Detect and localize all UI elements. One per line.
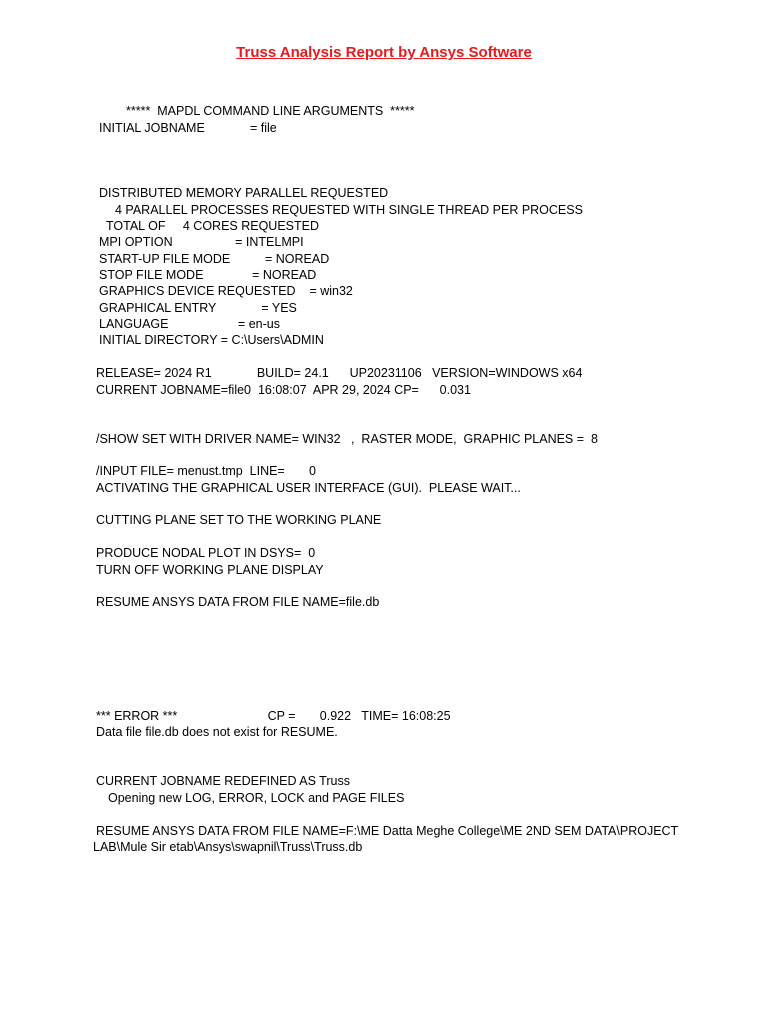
text-line: RESUME ANSYS DATA FROM FILE NAME=F:\ME Datta Meghe College\ME 2ND SEM DATA\PROJECT [96,824,679,838]
text-line: INITIAL JOBNAME = file [99,121,277,135]
text-line: START-UP FILE MODE = NOREAD [99,252,330,266]
text-line: TURN OFF WORKING PLANE DISPLAY [96,563,324,577]
text-line: ACTIVATING THE GRAPHICAL USER INTERFACE (GUI). PLEASE WAIT... [96,481,521,495]
text-line: ***** MAPDL COMMAND LINE ARGUMENTS ***** [126,104,415,118]
text-line: TOTAL OF 4 CORES REQUESTED [106,219,320,233]
text-line: LAB\Mule Sir etab\Ansys\swapnil\Truss\Truss.db [93,840,363,854]
text-line: MPI OPTION = INTELMPI [99,235,304,249]
text-line: GRAPHICAL ENTRY = YES [99,301,297,315]
text-line: RELEASE= 2024 R1 BUILD= 24.1 UP20231106 VERSION=WINDOWS x64 [96,366,583,380]
text-line: LANGUAGE = en-us [99,317,280,331]
text-line: Data file file.db does not exist for RESUME. [96,725,338,739]
text-line: /SHOW SET WITH DRIVER NAME= WIN32 , RASTER MODE, GRAPHIC PLANES = 8 [96,432,598,446]
text-line: 4 PARALLEL PROCESSES REQUESTED WITH SINGLE THREAD PER PROCESS [115,203,583,217]
text-line: INITIAL DIRECTORY = C:\Users\ADMIN [99,333,324,347]
text-line: CUTTING PLANE SET TO THE WORKING PLANE [96,513,382,527]
text-line: GRAPHICS DEVICE REQUESTED = win32 [99,284,353,298]
text-line: DISTRIBUTED MEMORY PARALLEL REQUESTED [99,186,389,200]
error-line: *** ERROR *** CP = 0.922 TIME= 16:08:25 [96,709,451,723]
text-line: PRODUCE NODAL PLOT IN DSYS= 0 [96,546,316,560]
text-line: /INPUT FILE= menust.tmp LINE= 0 [96,464,316,478]
text-line: CURRENT JOBNAME=file0 16:08:07 APR 29, 2024 CP= 0.031 [96,383,471,397]
text-line: CURRENT JOBNAME REDEFINED AS Truss [96,774,350,788]
text-line: RESUME ANSYS DATA FROM FILE NAME=file.db [96,595,380,609]
report-title: Truss Analysis Report by Ansys Software [236,44,532,61]
text-line: Opening new LOG, ERROR, LOCK and PAGE FILES [108,791,405,805]
text-line: STOP FILE MODE = NOREAD [99,268,317,282]
